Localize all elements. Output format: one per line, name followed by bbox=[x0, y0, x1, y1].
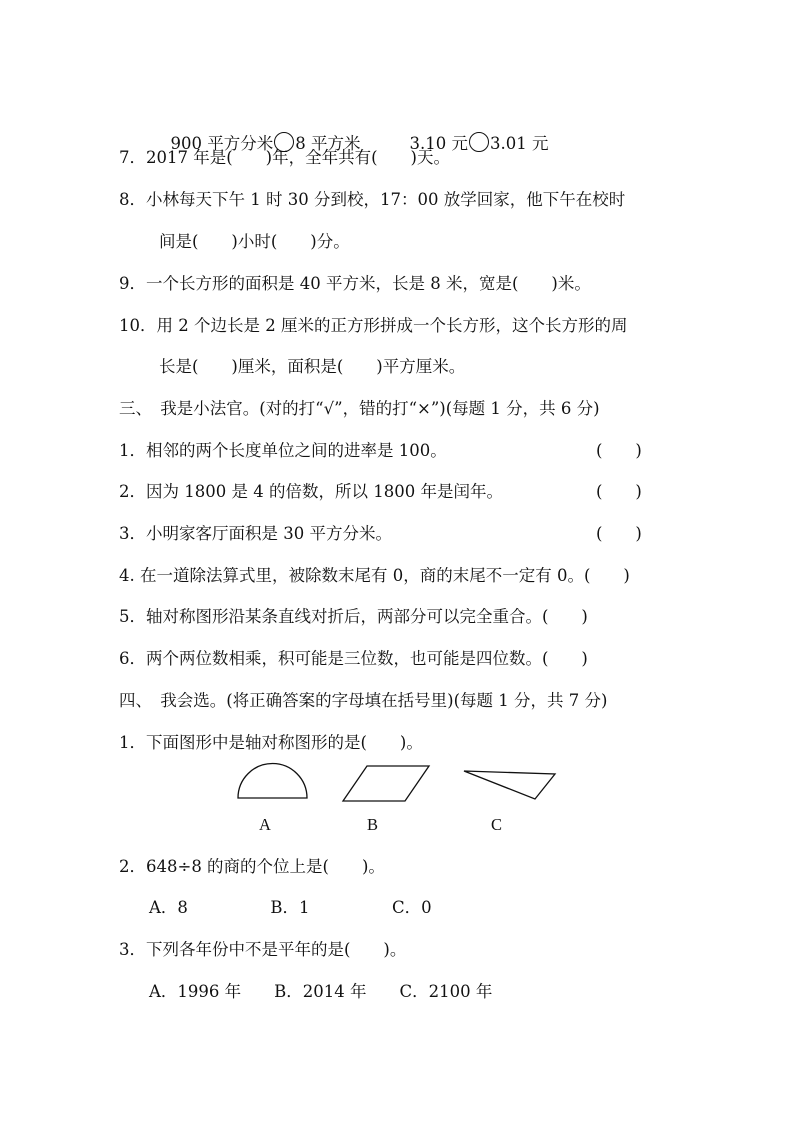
question-8-line1: 8．小林每天下午 1 时 30 分到校，17：00 放学回家，他下午在校时 bbox=[119, 190, 626, 209]
choice-question-2-options: A．8 B．1 C．0 bbox=[149, 898, 432, 917]
choice-question-3-options: A．1996 年 B．2014 年 C．2100 年 bbox=[149, 982, 493, 1001]
judge-item-5: 5．轴对称图形沿某条直线对折后，两部分可以完全重合。( ) bbox=[119, 607, 588, 626]
judge-item-6: 6．两个两位数相乘，积可能是三位数，也可能是四位数。( ) bbox=[119, 649, 588, 668]
question-10-line2: 长是( )厘米，面积是( )平方厘米。 bbox=[159, 357, 466, 376]
choice-question-1: 1．下面图形中是轴对称图形的是( )。 bbox=[119, 733, 423, 752]
question-7: 7．2017 年是( )年，全年共有( )天。 bbox=[119, 148, 450, 167]
judge-item-4: 4. 在一道除法算式里，被除数末尾有 0，商的末尾不一定有 0。( ) bbox=[119, 566, 630, 585]
judge-item-3: 3．小明家客厅面积是 30 平方分米。 bbox=[119, 524, 392, 543]
question-9: 9．一个长方形的面积是 40 平方米，长是 8 米，宽是( )米。 bbox=[119, 274, 591, 293]
judge-item-1: 1．相邻的两个长度单位之间的进率是 100。 bbox=[119, 441, 447, 460]
section-4-heading: 四、 我会选。(将正确答案的字母填在括号里)(每题 1 分，共 7 分) bbox=[119, 691, 608, 710]
option-label-c: C bbox=[491, 815, 503, 834]
compare-item1-right: 8 平方米 bbox=[295, 134, 361, 153]
triangle-shape-c bbox=[464, 771, 555, 799]
compare-item1-left: 900 平方分米 bbox=[170, 134, 274, 153]
parallelogram-shape-b bbox=[343, 766, 429, 801]
judge-bracket-3[interactable]: ( ) bbox=[596, 524, 642, 543]
section-3-heading: 三、 我是小法官。(对的打“√”，错的打“×”)(每题 1 分，共 6 分) bbox=[119, 399, 600, 418]
option-label-b: B bbox=[367, 815, 379, 834]
choice-question-2: 2．648÷8 的商的个位上是( )。 bbox=[119, 857, 385, 876]
semicircle-shape-a bbox=[238, 764, 307, 798]
question-8-line2: 间是( )小时( )分。 bbox=[159, 232, 350, 251]
compare-item2-right: 3.01 元 bbox=[489, 134, 549, 153]
compare-item2-left: 3.10 元 bbox=[409, 134, 468, 153]
choice-question-3: 3．下列各年份中不是平年的是( )。 bbox=[119, 940, 407, 959]
judge-bracket-2[interactable]: ( ) bbox=[596, 482, 642, 501]
question-10-line1: 10．用 2 个边长是 2 厘米的正方形拼成一个长方形，这个长方形的周 bbox=[119, 316, 628, 335]
judge-item-2: 2．因为 1800 是 4 的倍数，所以 1800 年是闰年。 bbox=[119, 482, 503, 501]
judge-bracket-1[interactable]: ( ) bbox=[596, 441, 642, 460]
option-label-a: A bbox=[259, 815, 271, 834]
